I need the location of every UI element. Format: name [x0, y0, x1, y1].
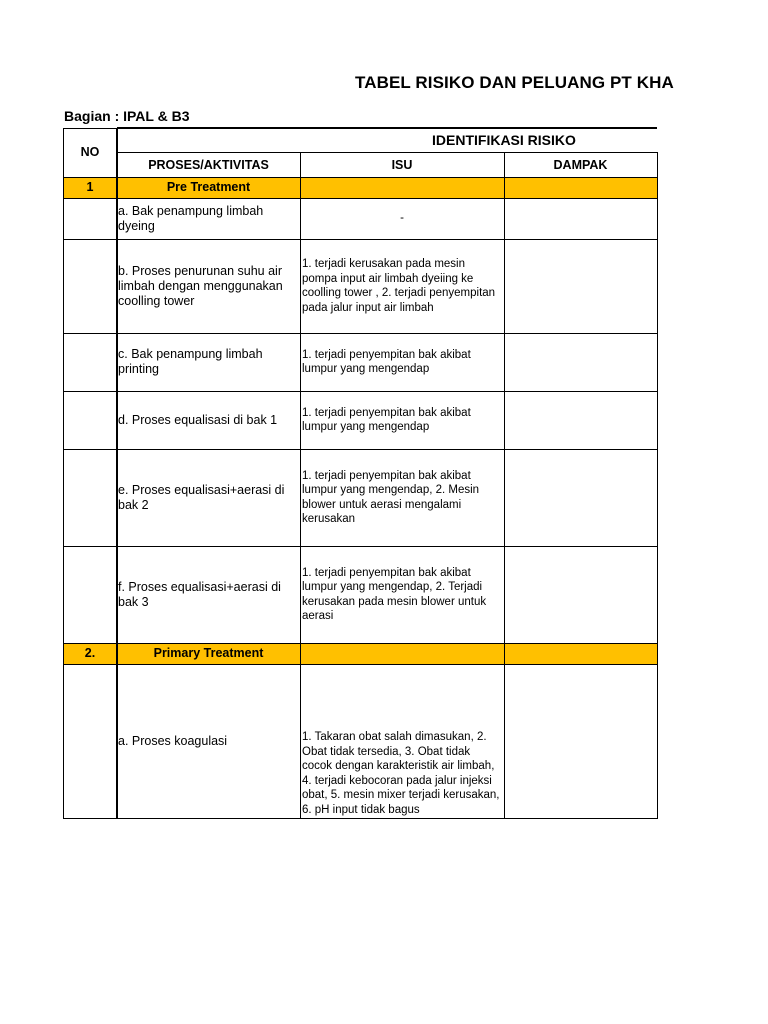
page-title: TABEL RISIKO DAN PELUANG PT KHA — [355, 73, 674, 92]
header-dampak: DAMPAK — [553, 157, 608, 172]
row-proses: a. Bak penampung limbah dyeing — [118, 203, 264, 233]
row-isu: - — [400, 212, 404, 225]
grid-line — [117, 127, 657, 129]
row-isu: 1. terjadi penyempitan bak akibat lumpur yang mengendap, 2. Terjadi kerusakan pada mesin blower untuk aerasi — [302, 566, 487, 622]
row-dampak — [504, 664, 657, 818]
grid-line — [300, 152, 301, 819]
grid-line — [63, 128, 64, 819]
row-dampak — [504, 391, 657, 449]
row-proses: b. Proses penurunan suhu air limbah dengan menggunakan coolling tower — [118, 263, 283, 308]
grid-line — [63, 643, 657, 644]
grid-line — [63, 818, 657, 819]
grid-line — [63, 128, 117, 129]
row-dampak — [504, 198, 657, 239]
section-no: 2. — [84, 646, 96, 661]
grid-line — [63, 333, 657, 334]
grid-line — [117, 152, 657, 153]
section-no: 1 — [86, 180, 94, 195]
grid-line — [63, 177, 657, 178]
row-proses: d. Proses equalisasi di bak 1 — [118, 412, 278, 427]
header-identifikasi-risiko: IDENTIFIKASI RISIKO — [432, 131, 576, 148]
grid-line — [63, 449, 657, 450]
header-no: NO — [80, 145, 100, 160]
grid-line — [63, 546, 657, 547]
header-isu: ISU — [391, 157, 413, 172]
row-isu: 1. terjadi penyempitan bak akibat lumpur yang mengendap, 2. Mesin blower untuk aerasi mengalami kerusakan — [302, 469, 480, 525]
row-proses: f. Proses equalisasi+aerasi di bak 3 — [118, 579, 281, 609]
section-name: Pre Treatment — [166, 180, 251, 195]
bagian-label: Bagian : IPAL & B3 — [64, 108, 190, 124]
row-dampak — [504, 239, 657, 333]
row-dampak — [504, 546, 657, 643]
row-isu: 1. terjadi penyempitan bak akibat lumpur yang mengendap — [302, 348, 471, 375]
row-dampak — [504, 449, 657, 546]
grid-line — [63, 239, 657, 240]
grid-line — [657, 152, 658, 819]
row-proses: e. Proses equalisasi+aerasi di bak 2 — [118, 482, 285, 512]
row-isu: 1. Takaran obat salah dimasukan, 2. Obat tidak tersedia, 3. Obat tidak cocok dengan karakteristik air limbah, 4. terjadi kebocoran pada jalur injeksi obat, 5. mesin mixer terjadi kerusakan, 6. pH input tidak bagus — [302, 731, 500, 816]
row-proses: a. Proses koagulasi — [118, 733, 228, 748]
grid-line — [63, 198, 657, 199]
section-name: Primary Treatment — [153, 646, 264, 661]
header-proses-aktivitas: PROSES/AKTIVITAS — [148, 157, 269, 172]
row-proses: c. Bak penampung limbah printing — [118, 347, 263, 376]
row-isu: 1. terjadi penyempitan bak akibat lumpur yang mengendap — [302, 406, 471, 433]
grid-line — [63, 391, 657, 392]
row-isu: 1. terjadi kerusakan pada mesin pompa input air limbah dyeiing ke coolling tower , 2. terjadi penyempitan pada jalur input air limbah — [302, 258, 496, 314]
row-dampak — [504, 333, 657, 391]
grid-line — [116, 128, 118, 819]
grid-line — [63, 664, 657, 665]
grid-line — [504, 152, 505, 819]
